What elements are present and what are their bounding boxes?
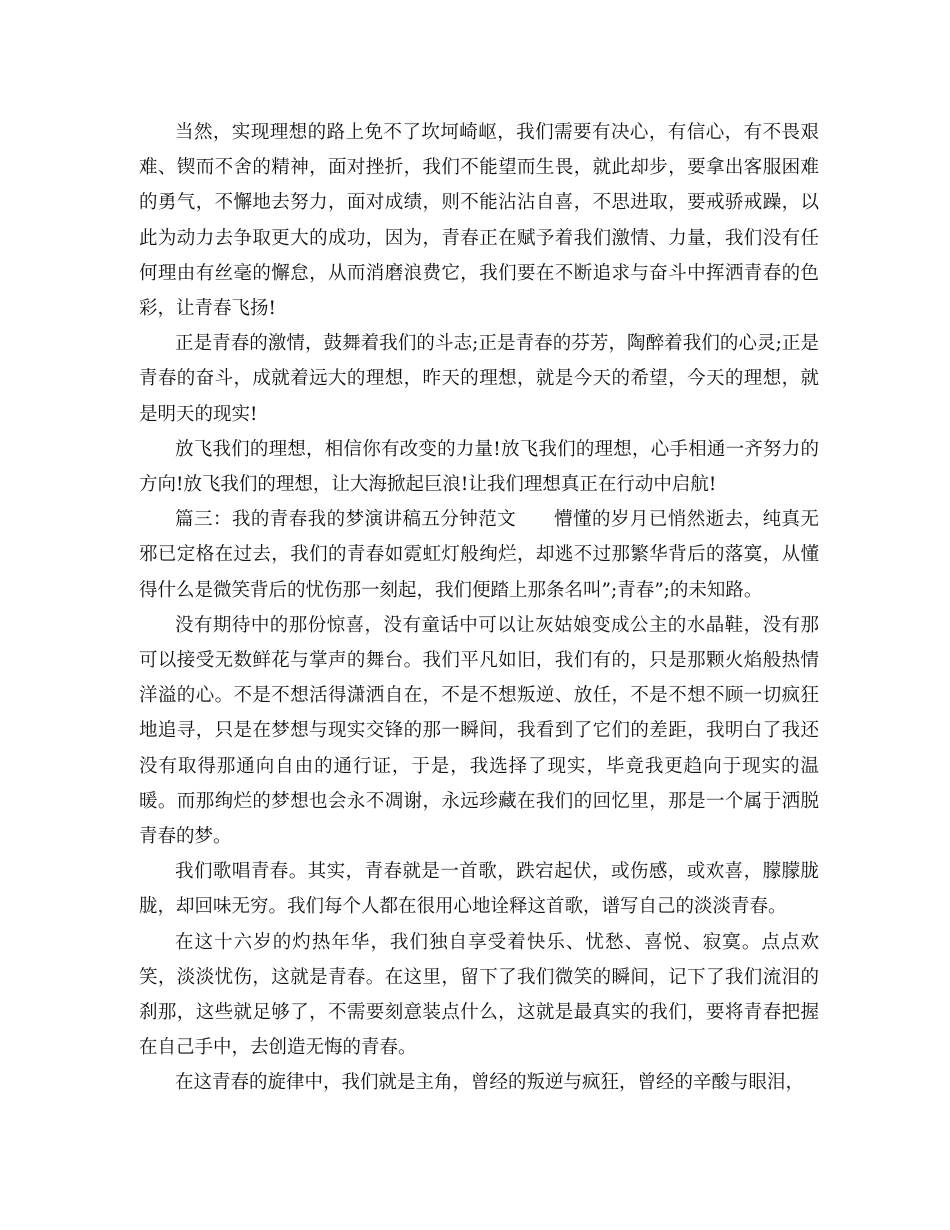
paragraph-youth-passion: 正是青春的激情，鼓舞着我们的斗志;正是青春的芬芳，陶醉着我们的心灵;正是青春的奋斗，成就着远大的理想，昨天的理想，就是今天的希望，今天的理想，就是明天的现实! — [139, 333, 819, 425]
paragraph-no-surprise: 没有期待中的那份惊喜，没有童话中可以让灰姑娘变成公主的水晶鞋，没有那可以接受无数鲜花与掌声的舞台。我们平凡如旧，我们有的，只是那颗火焰般热情洋溢的心。不是不想活得潇洒自在，不是不想叛逆、放任，不是不想不顾一切疯狂地追寻，只是在梦想与现实交锋的那一瞬间，我看到了它们的差距，我明白了我还没有取得那通向自由的通行证，于是，我选择了现实，毕竟我更趋向于现实的温暖。而那绚烂的梦想也会永不凋谢，永远珍藏在我们的回忆里，那是一个属于洒脱青春的梦。 — [139, 614, 819, 848]
paragraph-melody: 在这青春的旋律中，我们就是主角，曾经的叛逆与疯狂，曾经的辛酸与眼泪， — [175, 1072, 805, 1094]
document-body — [139, 115, 819, 1101]
paragraph-release-dreams: 放飞我们的理想，相信你有改变的力量!放飞我们的理想，心手相通一齐努力的方向!放飞我们的理想，让大海掀起巨浪!让我们理想真正在行动中启航! — [139, 438, 819, 496]
paragraph-determination: 当然，实现理想的路上免不了坎坷崎岖，我们需要有决心，有信心，有不畏艰难、锲而不舍的精神，面对挫折，我们不能望而生畏，就此却步，要拿出客服困难的勇气，不懈地去努力，面对成绩，则不能沾沾自喜，不思进取，要戒骄戒躁，以此为动力去争取更大的成功，因为，青春正在赋予着我们激情、力量，我们没有任何理由有丝毫的懈怠，从而消磨浪费它，我们要在不断追求与奋斗中挥洒青春的色彩，让青春飞扬! — [139, 122, 819, 320]
paragraph-sing-youth: 我们歌唱青春。其实，青春就是一首歌，跌宕起伏，或伤感，或欢喜，朦朦胧胧，却回味无穷。我们每个人都在很用心地诠释这首歌，谱写自己的淡淡青春。 — [139, 861, 819, 918]
paragraph-sixteen: 在这十六岁的灼热年华，我们独自享受着快乐、忧愁、喜悦、寂寞。点点欢笑，淡淡忧伤，这就是青春。在这里，留下了我们微笑的瞬间，记下了我们流泪的刹那，这些就足够了，不需要刻意装点什么，这就是最真实的我们，要将青春把握在自己手中，去创造无悔的青春。 — [139, 931, 819, 1059]
paragraph-chapter-three: 篇三：我的青春我的梦演讲稿五分钟范文 懵懂的岁月已悄然逝去，纯真无邪已定格在过去，我们的青春如霓虹灯般绚烂，却逃不过那繁华背后的落寞，从懂得什么是微笑背后的忧伤那一刻起，我们便踏上那条名叫”;青春”;的未知路。 — [139, 509, 819, 601]
